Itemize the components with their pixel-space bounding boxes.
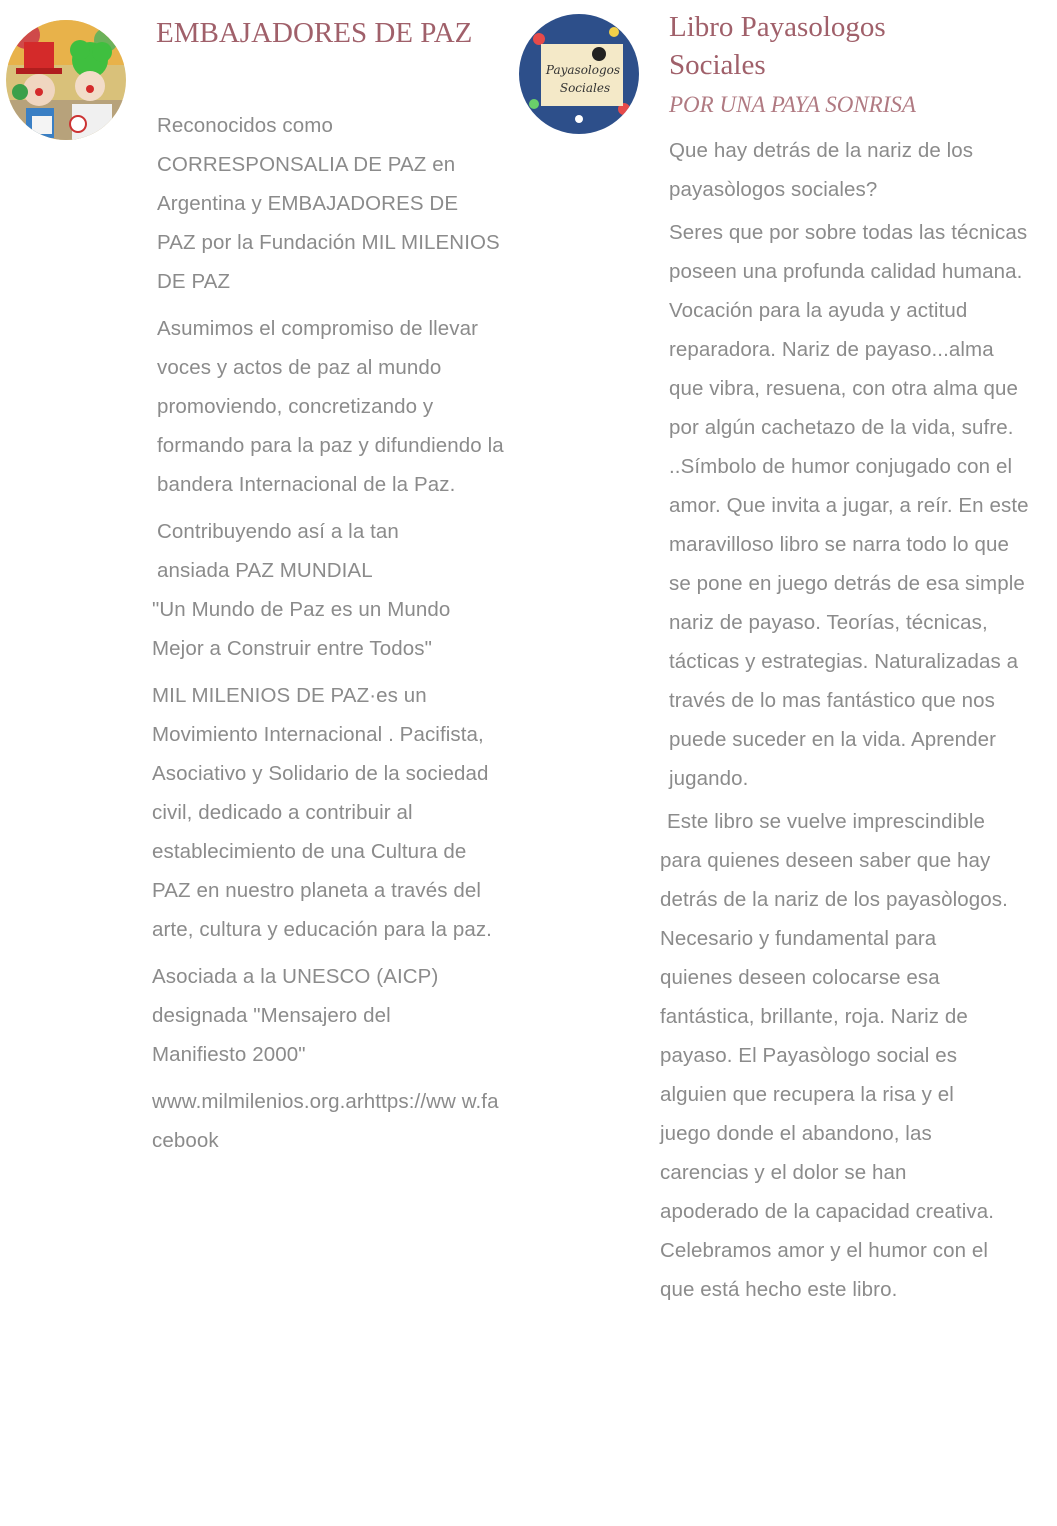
- embajadores-title: EMBAJADORES DE PAZ: [156, 17, 473, 49]
- cover-text-1: Payasologos: [545, 63, 621, 77]
- book-cover-icon: [519, 14, 639, 134]
- paragraph-mil-milenios: MIL MILENIOS DE PAZ·es un Movimiento Internacional . Pacifista, Asociativo y Solidario de la sociedad civil, dedicado a contribuir al establecimiento de una Cultura de PAZ en nuestro planeta a través del arte, cultura y educación para la paz.: [152, 684, 492, 941]
- cover-text-2: Sociales: [559, 81, 611, 95]
- paragraph-quote: "Un Mundo de Paz es un Mundo Mejor a Construir entre Todos": [152, 598, 451, 660]
- paragraph-seres: Seres que por sobre todas las técnicas poseen una profunda calidad humana. Vocación para la ayuda y actitud reparadora. Nariz de payaso...alma que vibra, resuena, con otra alma que por algún cachetazo de la vida, sufre. ..Símbolo de humor conjugado con el amor. Que invita a jugar, a reír. En este maravilloso libro se narra todo lo que se pone en juego detrás de esa simple nariz de payaso. Teorías, técnicas, tácticas y estrategias. Naturalizadas a través de lo mas fantástico que nos puede suceder en la vida. Aprender jugando.: [669, 221, 1029, 790]
- paragraph-este-libro: Este libro se vuelve imprescindible para quienes deseen saber que hay detrás de la nariz de los payasòlogos. Necesario y fundamental para quienes deseen colocarse esa fantástica, brillante, roja. Nariz de payaso. El Payasòlogo social es alguien que recupera la risa y el juego donde el abandono, las carencias y el dolor se han apoderado de la capacidad creativa. Celebramos amor y el humor con el que está hecho este libro.: [660, 810, 1008, 1301]
- libro-subtitle: POR UNA PAYA SONRISA: [669, 92, 916, 117]
- embajadores-column: [152, 106, 522, 1160]
- paragraph-unesco: Asociada a la UNESCO (AICP) designada "Mensajero del Manifiesto 2000": [152, 965, 439, 1066]
- clowns-photo-icon: [6, 20, 126, 140]
- paragraph-reconocidos: Reconocidos como CORRESPONSALIA DE PAZ en Argentina y EMBAJADORES DE PAZ por la Fundación MIL MILENIOS DE PAZ: [157, 114, 500, 293]
- paragraph-contribuyendo: Contribuyendo así a la tan ansiada PAZ MUNDIAL: [157, 520, 399, 582]
- paragraph-links: www.milmilenios.org.arhttps://ww w.facebook: [152, 1090, 499, 1152]
- libro-column: [660, 131, 1030, 1309]
- libro-title: Libro Payasologos Sociales: [669, 11, 886, 81]
- paragraph-asumimos: Asumimos el compromiso de llevar voces y actos de paz al mundo promoviendo, concretizando y formando para la paz y difundiendo la bandera Internacional de la Paz.: [157, 317, 504, 496]
- paragraph-que-hay: Que hay detrás de la nariz de los payasòlogos sociales?: [669, 139, 974, 201]
